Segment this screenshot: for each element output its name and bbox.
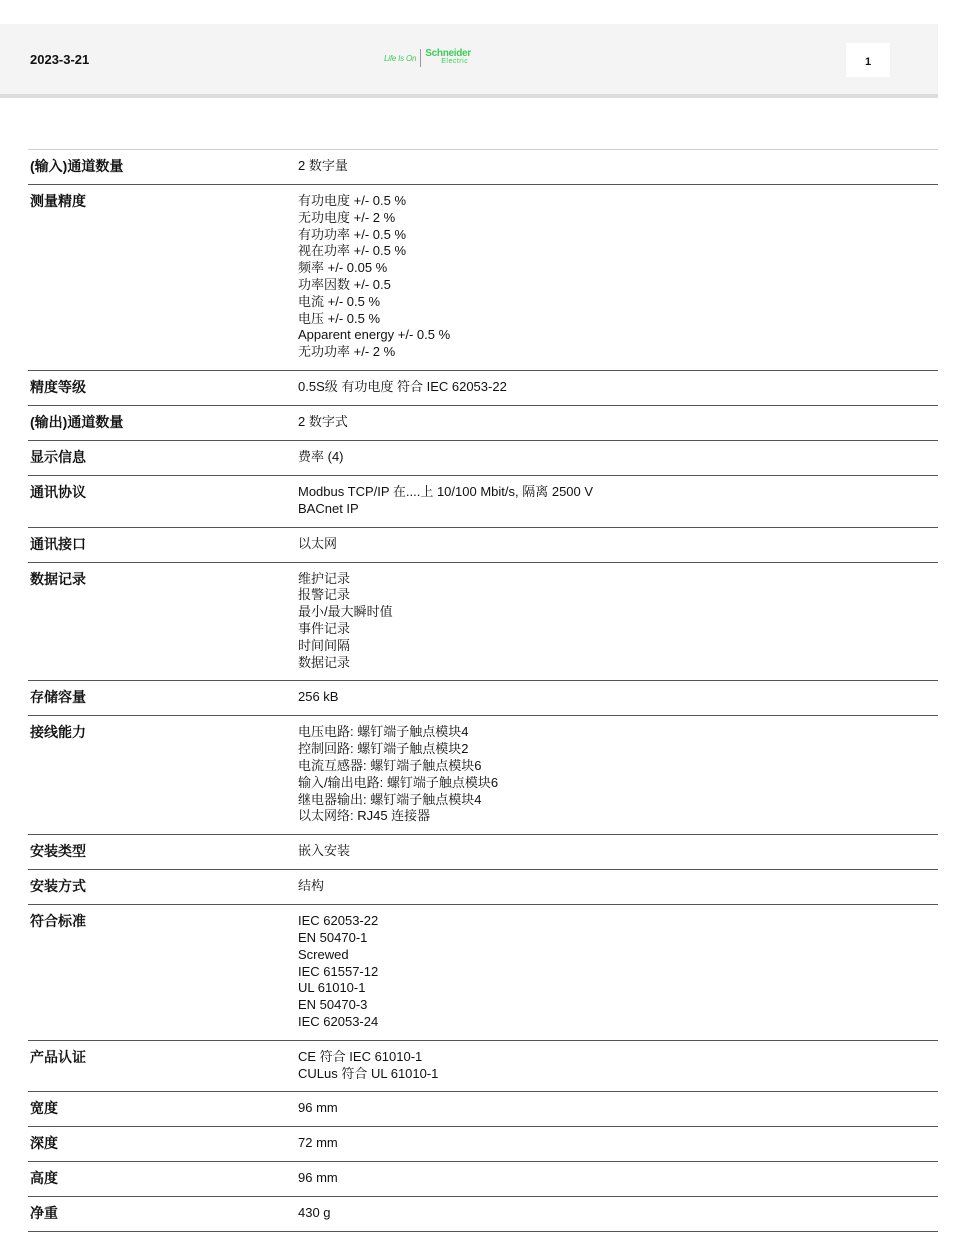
spec-label: 产品认证 [30,1048,86,1065]
spec-table [28,149,938,1232]
spec-values [298,1134,338,1152]
spec-value: BACnet IP [298,500,359,516]
spec-values [298,877,324,895]
page-header [0,24,938,98]
spec-value: 时间间隔 [298,637,351,653]
spec-value: 0.5S级 有功电度 符合 IEC 62053-22 [298,378,507,394]
spec-value: 输入/输出电路: 螺钉端子触点模块6 [298,774,499,790]
page-number: 1 [846,43,890,77]
spec-values [298,912,378,1031]
spec-value: 报警记录 [298,587,351,603]
spec-value: 96 mm [298,1170,338,1186]
spec-label: 显示信息 [30,448,86,465]
spec-values [298,842,350,860]
spec-values [298,1048,438,1083]
spec-value: 2 数字量 [298,158,348,173]
spec-value: 控制回路: 螺钉端子触点模块2 [298,741,469,757]
spec-value: CE 符合 IEC 61010-1 [298,1048,423,1064]
spec-value: IEC 62053-24 [298,1013,379,1029]
spec-row [28,406,938,441]
spec-row [28,563,938,682]
spec-value: EN 50470-1 [298,929,368,945]
spec-value: CULus 符合 UL 61010-1 [298,1065,439,1081]
spec-values [298,723,498,825]
spec-row [28,441,938,476]
spec-value: 72 mm [298,1135,338,1151]
spec-value: IEC 61557-12 [298,963,379,979]
spec-label: 存储容量 [30,689,86,706]
logo-brand [425,50,471,66]
spec-row [28,1092,938,1127]
spec-label: 测量精度 [30,193,86,209]
spec-row [28,870,938,905]
spec-label: 符合标准 [30,913,86,930]
spec-value: 电压 +/- 0.5 % [298,310,380,326]
spec-value: 电流 +/- 0.5 % [298,293,380,309]
spec-values [298,1169,338,1187]
spec-values [298,688,338,706]
spec-values [298,1204,331,1222]
spec-value: 视在功率 +/- 0.5 % [298,243,406,259]
spec-row [28,1127,938,1162]
spec-value: 电流互感器: 螺钉端子触点模块6 [298,757,482,773]
spec-row [28,905,938,1041]
spec-row [28,1197,938,1232]
spec-value: 96 mm [298,1100,338,1116]
spec-value: IEC 62053-22 [298,913,379,929]
logo-brand-sub: Electric [441,58,469,65]
spec-label: 接线能力 [30,724,86,741]
spec-value: 结构 [298,878,325,894]
spec-values [298,413,348,431]
spec-values [298,535,337,553]
spec-row [28,150,938,185]
spec-label: 安装类型 [30,843,86,860]
spec-values [298,570,393,672]
spec-value: 费率 (4) [298,448,344,464]
logo-brand-name: Schneider [425,48,471,59]
logo-divider [420,49,421,67]
spec-values [298,483,593,518]
spec-label: 深度 [30,1135,58,1152]
spec-row [28,1041,938,1093]
schneider-logo [384,49,471,67]
spec-label: 净重 [30,1205,58,1222]
spec-label: 通讯协议 [30,483,86,500]
spec-row [28,528,938,563]
spec-row [28,681,938,716]
spec-value: 2 数字式 [298,413,348,429]
spec-value: 频率 +/- 0.05 % [298,260,388,276]
spec-values [298,1099,338,1117]
spec-value: 无功电度 +/- 2 % [298,209,396,225]
spec-value: UL 61010-1 [298,980,366,996]
spec-value: 无功功率 +/- 2 % [298,344,396,360]
spec-value: Modbus TCP/IP 在....上 10/100 Mbit/s, 隔离 2500 V [298,483,594,499]
spec-row [28,371,938,406]
spec-value: Apparent energy +/- 0.5 % [298,327,451,343]
spec-value: 维护记录 [298,570,351,586]
spec-row [28,476,938,528]
spec-value: 256 kB [298,689,339,705]
spec-label: (输入)通道数量 [30,158,124,174]
document-date: 2023-3-21 [30,52,90,67]
spec-row [28,835,938,870]
spec-values [298,192,450,361]
spec-row [28,716,938,835]
spec-value: 数据记录 [298,654,351,670]
spec-value: EN 50470-3 [298,997,368,1013]
spec-label: 精度等级 [30,378,86,395]
spec-value: 以太网络: RJ45 连接器 [298,808,431,824]
spec-value: 最小/最大瞬时值 [298,604,393,620]
spec-values [298,378,507,396]
spec-values [298,157,348,175]
spec-value: 电压电路: 螺钉端子触点模块4 [298,724,469,740]
spec-value: 有功电度 +/- 0.5 % [298,193,406,208]
spec-row [28,1162,938,1197]
spec-label: 高度 [30,1170,58,1187]
spec-label: 通讯接口 [30,535,86,552]
spec-value: 事件记录 [298,620,351,636]
spec-label: 宽度 [30,1100,58,1117]
spec-value: 以太网 [298,535,338,551]
logo-tagline: Life Is On [384,53,417,63]
spec-label: (输出)通道数量 [30,413,124,430]
spec-label: 安装方式 [30,878,86,895]
spec-label: 数据记录 [30,570,86,587]
spec-value: 嵌入安装 [298,843,351,859]
spec-value: Screwed [298,946,349,962]
spec-value: 430 g [298,1205,331,1221]
spec-value: 功率因数 +/- 0.5 [298,276,391,292]
spec-value: 有功功率 +/- 0.5 % [298,226,406,242]
spec-row [28,185,938,371]
spec-values [298,448,344,466]
spec-value: 继电器输出: 螺钉端子触点模块4 [298,791,482,807]
